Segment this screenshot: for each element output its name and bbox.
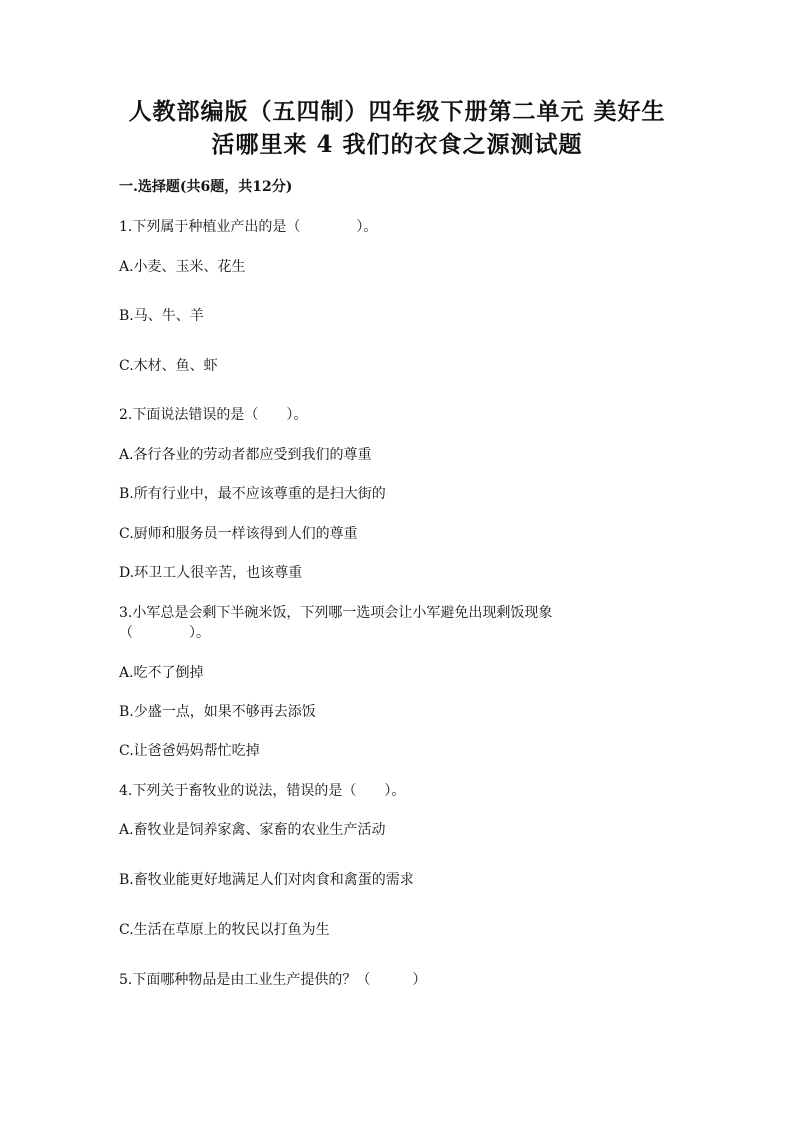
- question-4-option-b: B.畜牧业能更好地满足人们对肉食和禽蛋的需求: [119, 872, 414, 888]
- question-4-stem: 4.下列关于畜牧业的说法，错误的是（ ）。: [119, 783, 406, 799]
- question-2-option-b: B.所有行业中，最不应该尊重的是扫大街的: [119, 486, 386, 502]
- question-1-stem: 1.下列属于种植业产出的是（ ）。: [119, 219, 378, 235]
- question-2-option-a: A.各行各业的劳动者都应受到我们的尊重: [119, 447, 372, 463]
- question-3-stem-continued: （ ）。: [119, 625, 210, 641]
- page-title-line-1: 人教部编版（五四制）四年级下册第二单元 美好生: [128, 98, 666, 125]
- question-3-option-a: A.吃不了倒掉: [119, 665, 204, 681]
- question-3-option-c: C.让爸爸妈妈帮忙吃掉: [119, 743, 260, 759]
- question-5-stem: 5.下面哪种物品是由工业生产提供的？（ ）: [119, 972, 427, 988]
- question-1-option-c: C.木材、鱼、虾: [119, 358, 218, 374]
- question-2-option-d: D.环卫工人很辛苦，也该尊重: [119, 565, 303, 581]
- question-2-option-c: C.厨师和服务员一样该得到人们的尊重: [119, 526, 358, 542]
- question-3-option-b: B.少盛一点，如果不够再去添饭: [119, 704, 316, 720]
- question-4-option-c: C.生活在草原上的牧民以打鱼为生: [119, 922, 330, 938]
- question-4-option-a: A.畜牧业是饲养家禽、家畜的农业生产活动: [119, 822, 386, 838]
- question-1-option-a: A.小麦、玉米、花生: [119, 259, 246, 275]
- page-title-line-2: 活哪里来 4 我们的衣食之源测试题: [211, 131, 583, 158]
- question-3-stem: 3.小军总是会剩下半碗米饭，下列哪一选项会让小军避免出现剩饭现象: [119, 605, 553, 621]
- question-2-stem: 2.下面说法错误的是（ ）。: [119, 407, 308, 423]
- question-1-option-b: B.马、牛、羊: [119, 308, 204, 324]
- section-heading: 一.选择题(共6题，共12分): [119, 179, 293, 195]
